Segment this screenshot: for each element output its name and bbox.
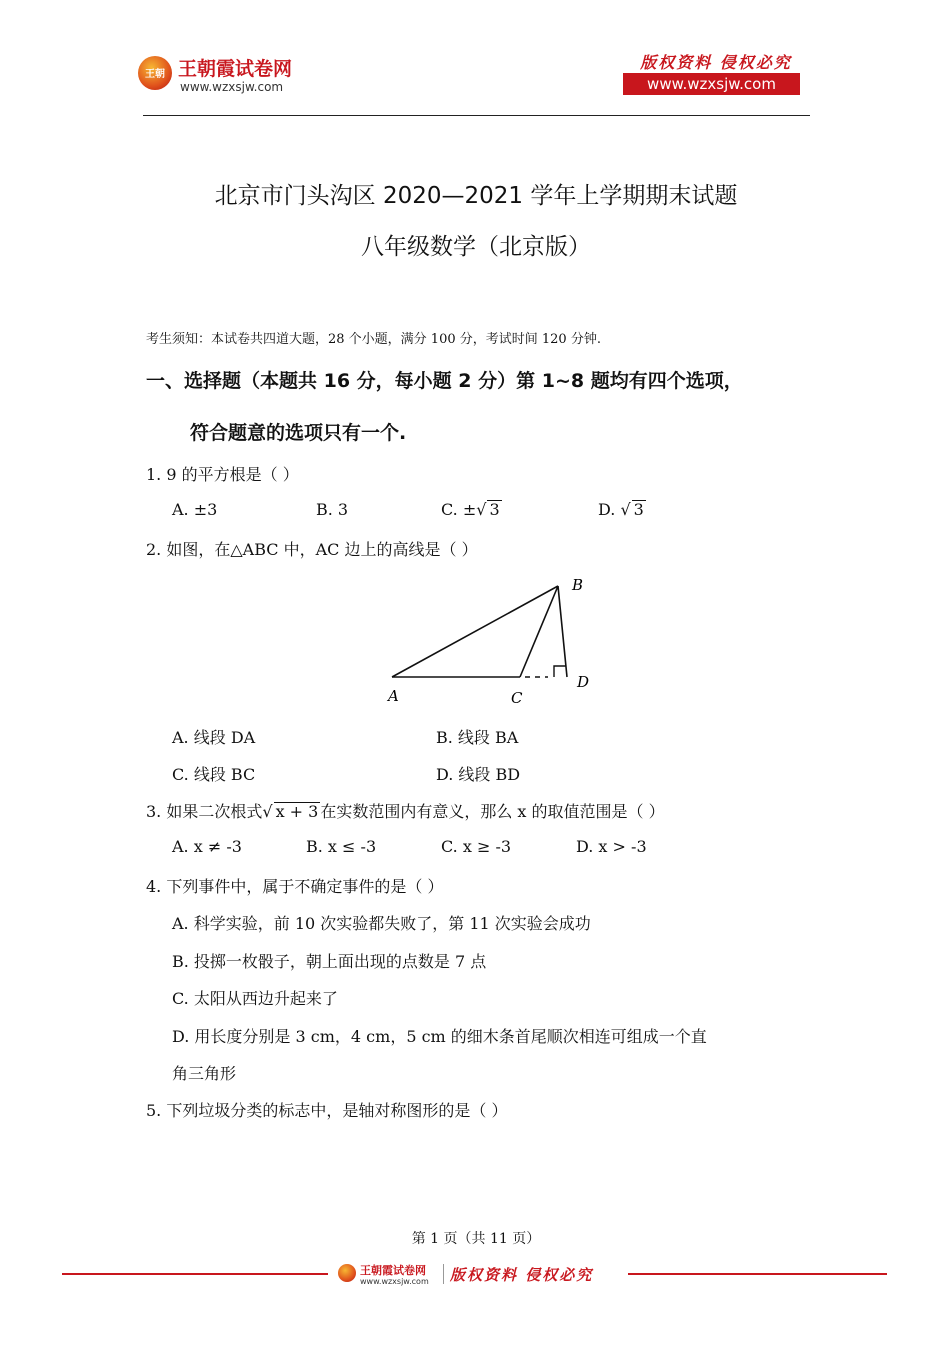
label-c: C	[511, 689, 523, 707]
exam-title: 北京市门头沟区 2020—2021 学年上学期期末试题	[214, 183, 738, 209]
q1-option-d-radicand: 3	[633, 500, 644, 519]
q1-option-c	[441, 500, 502, 519]
header-divider	[143, 115, 810, 116]
q4-option-d-cont: 角三角形	[172, 1064, 237, 1083]
q4-option-c: C. 太阳从西边升起来了	[172, 989, 338, 1008]
footer-logo-name: 王朝霞试卷网	[360, 1264, 426, 1277]
label-a: A	[388, 687, 399, 705]
q1-option-d	[598, 500, 646, 519]
radical-icon: √	[262, 802, 273, 821]
section-heading: 一、选择题（本题共 16 分，每小题 2 分）第 1~8 题均有四个选项，	[146, 370, 743, 392]
footer-copyright: 版权资料 侵权必究	[450, 1266, 594, 1284]
triangle-figure	[380, 570, 610, 715]
logo-badge-icon	[138, 56, 172, 90]
question-4: 4. 下列事件中，属于不确定事件的是（ ）	[146, 877, 444, 896]
copyright-notice: 版权资料 侵权必究	[640, 53, 792, 72]
radical-icon: √	[476, 500, 487, 519]
footer-line-left	[62, 1273, 328, 1275]
label-d: D	[577, 673, 590, 691]
q1-option-b: B. 3	[316, 500, 349, 519]
footer-separator	[443, 1264, 444, 1284]
q3-radicand: x + 3	[275, 802, 319, 821]
q2-option-a: A. 线段 DA	[172, 728, 256, 747]
radical-icon: √	[620, 500, 631, 519]
q3-option-a: A. x ≠ -3	[172, 837, 242, 856]
q3-stem-prefix: 3. 如果二次根式	[146, 802, 263, 821]
q2-option-b: B. 线段 BA	[436, 728, 519, 747]
q4-option-a: A. 科学实验，前 10 次实验都失败了，第 11 次实验会成功	[172, 914, 591, 933]
question-2: 2. 如图，在△ABC 中，AC 边上的高线是（ ）	[146, 540, 478, 559]
right-angle-mark	[554, 666, 566, 677]
section-heading-cont: 符合题意的选项只有一个.	[190, 422, 407, 444]
exam-subtitle: 八年级数学（北京版）	[361, 234, 591, 260]
q3-option-b: B. x ≤ -3	[306, 837, 377, 856]
footer-logo-url: www.wzxsjw.com	[360, 1277, 429, 1286]
q1-option-c-prefix: C. ±	[441, 500, 477, 519]
question-1: 1. 9 的平方根是（ ）	[146, 465, 299, 484]
question-5: 5. 下列垃圾分类的标志中，是轴对称图形的是（ ）	[146, 1101, 508, 1120]
segment-bc	[520, 586, 558, 677]
q4-option-b: B. 投掷一枚骰子，朝上面出现的点数是 7 点	[172, 952, 487, 971]
q1-option-c-radicand: 3	[489, 500, 500, 519]
footer-line-right	[628, 1273, 887, 1275]
segment-bd	[558, 586, 567, 677]
logo-mark: 王朝	[145, 69, 165, 80]
copyright-url-badge: www.wzxsjw.com	[623, 73, 800, 95]
q2-option-c: C. 线段 BC	[172, 765, 256, 784]
question-3	[146, 799, 665, 822]
segment-ab	[392, 586, 558, 677]
page-number: 第 1 页（共 11 页）	[411, 1231, 541, 1247]
q3-stem-suffix: 在实数范围内有意义，那么 x 的取值范围是（ ）	[320, 802, 665, 821]
q2-option-d: D. 线段 BD	[436, 765, 521, 784]
q1-option-d-prefix: D.	[598, 500, 621, 519]
label-b: B	[572, 576, 584, 594]
logo-url: www.wzxsjw.com	[180, 80, 284, 94]
q3-option-d: D. x > -3	[576, 837, 647, 856]
q3-option-c: C. x ≥ -3	[441, 837, 512, 856]
footer-logo-icon	[338, 1264, 356, 1282]
q1-option-a: A. ±3	[172, 500, 218, 519]
q4-option-d: D. 用长度分别是 3 cm，4 cm，5 cm 的细木条首尾顺次相连可组成一个直	[172, 1027, 707, 1046]
logo-name: 王朝霞试卷网	[178, 58, 293, 80]
exam-notice: 考生须知：本试卷共四道大题，28 个小题，满分 100 分，考试时间 120 分钟.	[146, 332, 601, 347]
